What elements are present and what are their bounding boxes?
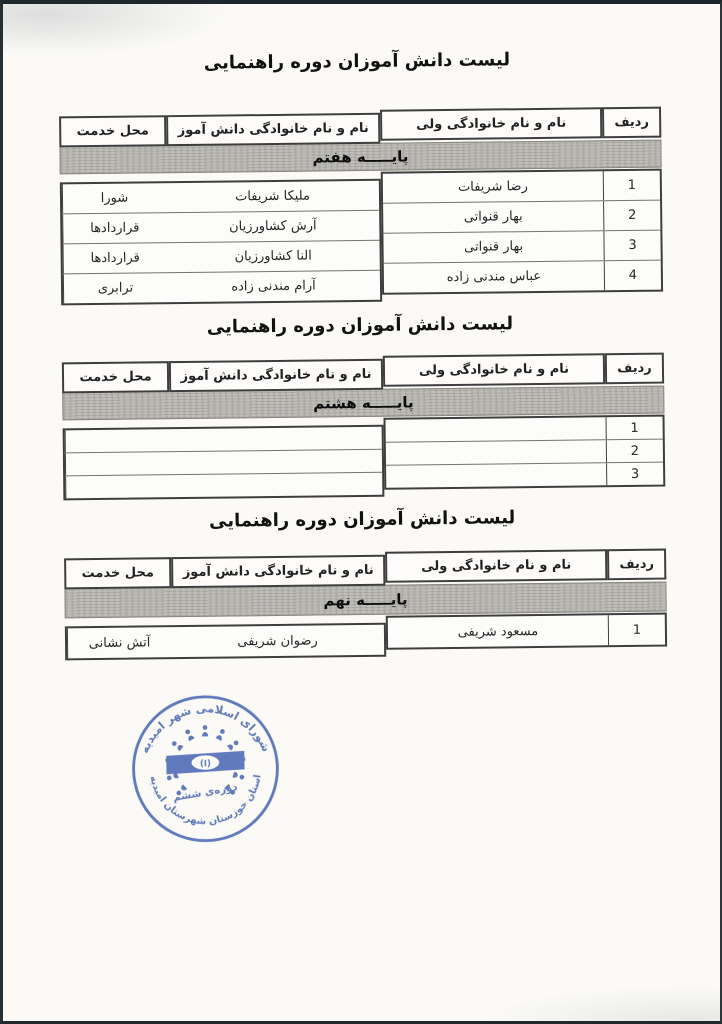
header-cell-guardian-name: نام و نام خانوادگی ولی: [380, 107, 602, 141]
rows-right-half: [384, 415, 666, 490]
rows-left-half: [63, 425, 385, 501]
table-row: [63, 241, 380, 275]
cell-row-number: 3: [630, 466, 640, 482]
grade-band: پایـــــه هفتم: [59, 140, 661, 175]
cell-guardian-name: رضا شریفات: [383, 171, 604, 203]
header-cell-student-name: نام و نام خانوادگی دانش آموز: [166, 113, 380, 146]
cell-service-location: قراردادها: [62, 213, 166, 243]
cell-row-number: 2: [627, 207, 637, 223]
table-row: [67, 625, 384, 659]
stamp-bottom-text: استان خوزستان شهرستان امیدیه: [147, 774, 264, 828]
header-cell-guardian-name: نام و نام خانوادگی ولی: [385, 549, 607, 583]
header-cell-service-location: محل خدمت: [64, 557, 171, 589]
cell-guardian-name: [386, 440, 607, 465]
rows-left-half: [60, 179, 382, 306]
council-stamp: [126, 693, 286, 847]
document-title: لیست دانش آموزان دوره راهنمایی: [208, 507, 516, 532]
grade-band: پایـــــه نهم: [64, 582, 666, 619]
cell-service-location: آتش نشانی: [67, 627, 171, 658]
student-list-table: [62, 353, 665, 494]
cell-row-number: 4: [628, 267, 638, 283]
header-cell-row-number: ردیف: [607, 549, 666, 581]
flag-emblem-glyph: (ا): [199, 759, 211, 770]
student-list-table: [59, 107, 663, 299]
document-title: لیست دانش آموزان دوره راهنمایی: [206, 313, 514, 338]
table-row: [383, 201, 660, 234]
cell-service-location: [65, 475, 169, 498]
flag-banner: [166, 751, 244, 774]
cell-guardian-name: بهار قنواتی: [383, 231, 604, 263]
table-row: [383, 171, 660, 204]
cell-student-name: رضوان شریفی: [237, 633, 318, 649]
table-header-row: [59, 107, 661, 145]
cell-service-location: [65, 452, 169, 475]
grade-band: پایـــــه هشتم: [62, 386, 664, 421]
header-cell-service-location: محل خدمت: [59, 115, 166, 147]
cell-guardian-name: عباس مندنی زاده: [384, 261, 605, 293]
cell-student-name: [169, 450, 382, 474]
header-cell-row-number: ردیف: [605, 353, 664, 385]
student-list-table: [64, 549, 667, 654]
header-cell-service-location: محل خدمت: [62, 361, 169, 393]
cell-service-location: [65, 429, 169, 452]
cell-guardian-name: بهار قنواتی: [383, 201, 604, 233]
cell-service-location: شورا: [62, 183, 166, 213]
table-row: [386, 463, 663, 488]
cell-student-name: النا کشاورزیان: [234, 248, 312, 265]
table-row: [384, 261, 661, 293]
cell-guardian-name: [386, 463, 607, 488]
cell-row-number: 1: [632, 622, 642, 638]
table-header-row: [62, 353, 664, 391]
cell-guardian-name: مسعود شریفی: [388, 615, 609, 648]
table-rows: [60, 169, 663, 299]
cell-row-number: 1: [627, 177, 637, 193]
table-row: [383, 231, 660, 264]
cell-guardian-name: [386, 417, 607, 442]
table-row: [65, 473, 382, 499]
cell-student-name: آرش کشاورزیان: [228, 218, 317, 235]
cell-row-number: 1: [630, 420, 639, 436]
stamp-center-text: دوره‌ی ششم: [172, 781, 239, 804]
table-header-row: [64, 549, 666, 587]
header-cell-guardian-name: نام و نام خانوادگی ولی: [383, 353, 605, 387]
table-row: [386, 417, 663, 443]
table-rows: [65, 613, 667, 654]
table-row: [62, 181, 379, 215]
header-cell-student-name: نام و نام خانوادگی دانش آموز: [169, 359, 383, 392]
cell-row-number: 2: [630, 443, 640, 459]
stamp-bottom-text-holder: [148, 774, 265, 828]
cell-row-number: 3: [628, 237, 637, 253]
cell-student-name: آرام مندنی زاده: [231, 278, 316, 295]
table-row: [62, 211, 379, 245]
table-row: [386, 440, 663, 466]
stamp-top-text: شورای اسلامی شهر امیدیه: [137, 702, 273, 756]
cell-service-location: قراردادها: [63, 243, 167, 273]
table-rows: [63, 415, 666, 494]
table-row: [63, 271, 380, 304]
rows-right-half: [386, 613, 667, 650]
header-cell-student-name: نام و نام خانوادگی دانش آموز: [171, 555, 385, 588]
document-title: لیست دانش آموزان دوره راهنمایی: [203, 49, 511, 74]
cell-student-name: ملیکا شریفات: [234, 188, 311, 205]
cell-student-name: [169, 473, 382, 497]
rows-right-half: [381, 169, 663, 295]
cell-service-location: ترابری: [63, 273, 167, 303]
table-row: [388, 615, 665, 648]
rows-left-half: [65, 623, 386, 661]
header-cell-row-number: ردیف: [602, 107, 661, 139]
cell-student-name: [169, 427, 382, 451]
